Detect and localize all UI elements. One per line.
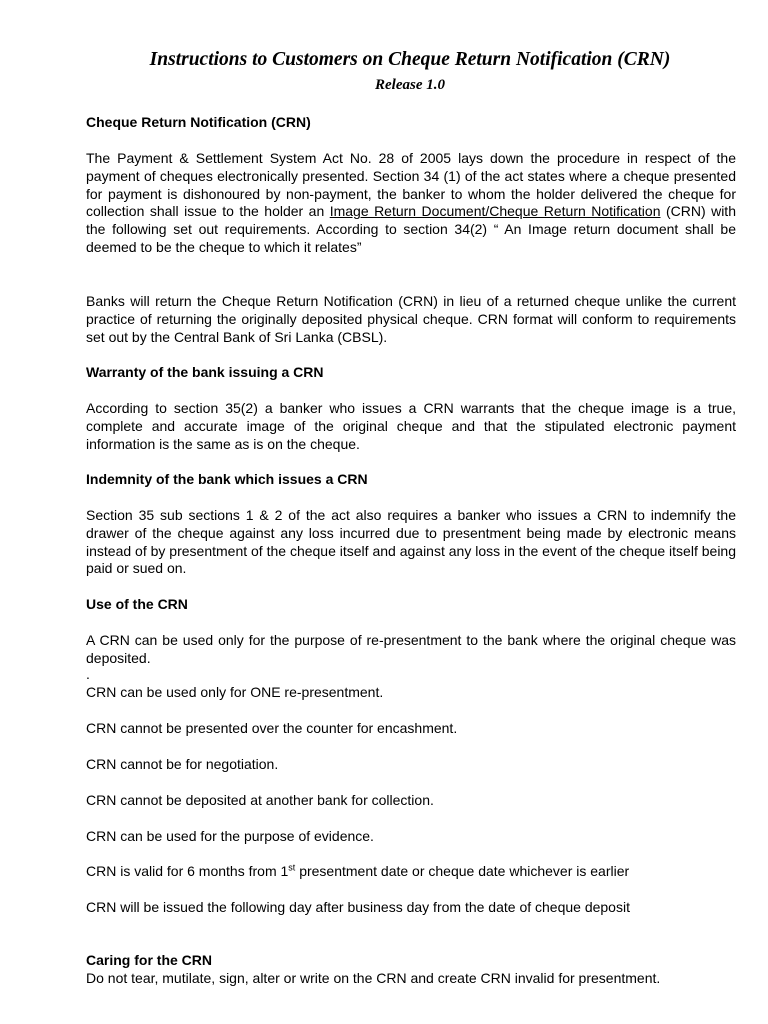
stray-dot: . (86, 666, 90, 682)
caring-heading: Caring for the CRN (86, 952, 212, 968)
ordinal-suffix: st (288, 862, 296, 873)
crn-heading: Cheque Return Notification (CRN) (86, 114, 311, 130)
rule-no-other-bank: CRN cannot be deposited at another bank for collection. (86, 792, 434, 808)
document-title: Instructions to Customers on Cheque Return Notification (CRN) (149, 49, 671, 70)
rule-validity-text-b: presentment date or cheque date whichever is earlier (295, 863, 630, 879)
rule-validity (86, 863, 736, 881)
crn-paragraph-1-text-b: (CRN) with the following set out requirements. According to section 34(2) “ An Image return document shall be deemed to be the cheque to which it relates” (86, 203, 736, 255)
rule-one-representment: CRN can be used only for ONE re-presentment. (86, 684, 384, 700)
rule-no-negotiation: CRN cannot be for negotiation. (86, 756, 279, 772)
use-paragraph: A CRN can be used only for the purpose of re-presentment to the bank where the original cheque was deposited. (86, 632, 736, 666)
rule-validity-text-a: CRN is valid for 6 months from 1 (86, 863, 289, 879)
release-label: Release 1.0 (375, 77, 445, 93)
rule-issue-timing: CRN will be issued the following day after business day from the date of cheque deposit (86, 899, 630, 915)
crn-paragraph-1-text-a: The Payment & Settlement System Act No. 28 of 2005 lays down the procedure in respect of the payment of cheques electronically presented. Section 34 (1) of the act states where a cheque presented for payment is dishonoured by non-payment, the banker to whom the holder delivered the cheque for collection shall issue to the holder an (86, 150, 736, 220)
indemnity-heading: Indemnity of the bank which issues a CRN (86, 471, 368, 487)
image-return-document-link: Image Return Document/Cheque Return Notification (329, 203, 661, 220)
crn-paragraph-2: Banks will return the Cheque Return Notification (CRN) in lieu of a returned cheque unlike the current practice of returning the originally deposited physical cheque. CRN format will conform to requirements set out by the Central Bank of Sri Lanka (CBSL). (86, 293, 736, 345)
caring-paragraph: Do not tear, mutilate, sign, alter or write on the CRN and create CRN invalid for presentment. (86, 970, 661, 986)
crn-paragraph-1 (86, 150, 736, 257)
rule-no-encashment: CRN cannot be presented over the counter for encashment. (86, 720, 458, 736)
warranty-heading: Warranty of the bank issuing a CRN (86, 364, 324, 380)
indemnity-paragraph: Section 35 sub sections 1 & 2 of the act also requires a banker who issues a CRN to indemnify the drawer of the cheque against any loss incurred due to presentment being made by electronic means instead of by presentment of the cheque itself and against any loss in the event of the cheque itself being paid or sued on. (86, 507, 736, 577)
rule-evidence: CRN can be used for the purpose of evidence. (86, 828, 374, 844)
warranty-paragraph: According to section 35(2) a banker who issues a CRN warrants that the cheque image is a true, complete and accurate image of the original cheque and that the stipulated electronic payment information is the same as is on the cheque. (86, 400, 736, 452)
use-heading: Use of the CRN (86, 596, 188, 612)
